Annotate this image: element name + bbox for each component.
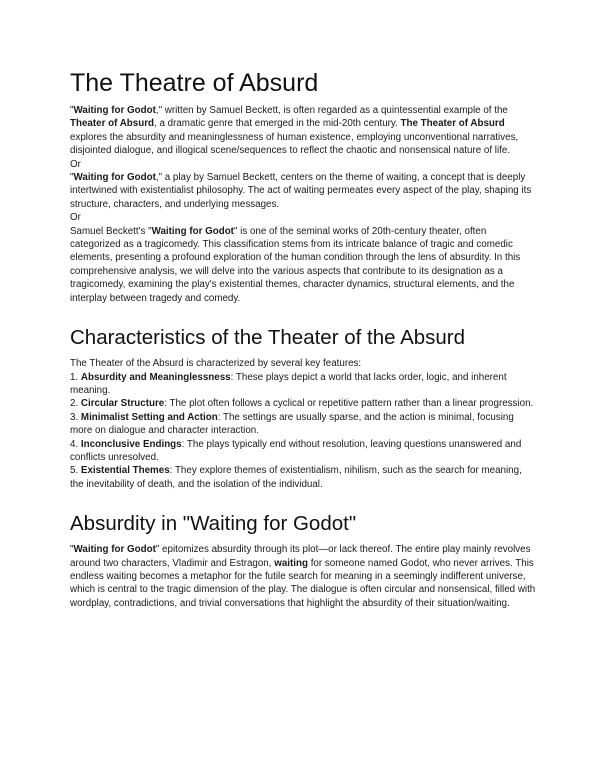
characteristic-item-3: 3. Minimalist Setting and Action: The settings are usually sparse, and the action is minimal, focusing more on dialogue and character interaction. xyxy=(70,411,514,437)
characteristics-lead: The Theater of the Absurd is characterized by several key features: xyxy=(70,358,362,370)
absurdity-section xyxy=(70,511,538,610)
characteristic-item-2: 2. Circular Structure: The plot often follows a cyclical or repetitive pattern rather than a linear progression. xyxy=(70,398,534,410)
intro-paragraph-3: Samuel Beckett's "Waiting for Godot" is one of the seminal works of 20th-century theater, often categorized as a tragicomedy. This classification stems from its intricate balance of tragic and comedic elements, presenting a profound exploration of the human condition through the lens of absurdity. In this comprehensive analysis, we will delve into the various aspects that contribute to its designation as a tragicomedy, examining the play's existential themes, character dynamics, structural elements, and the interplay between tragedy and comedy. xyxy=(70,225,521,304)
page-title: The Theatre of Absurd xyxy=(70,69,319,97)
characteristic-item-5: 5. Existential Themes: They explore themes of existentialism, nihilism, such as the search for meaning, the inevitability of death, and the isolation of the individual. xyxy=(70,465,522,490)
or-separator-1: Or xyxy=(70,158,81,170)
characteristic-item-1: 1. Absurdity and Meaninglessness: These plays depict a world that lacks order, logic, and inherent meaning. xyxy=(70,371,507,396)
intro-section xyxy=(70,104,538,305)
intro-paragraph-1: "Waiting for Godot," written by Samuel Beckett, is often regarded as a quintessential example of the Theater of Absurd, a dramatic genre that emerged in the mid-20th century. The Theater of Absurd explores the absurdity and meaninglessness of human existence, employing unconventional narratives, disjointed dialogue, and illogical scene/sequences to reflect the chaotic and nonsensical nature of life. xyxy=(70,105,519,157)
characteristics-section xyxy=(70,325,538,491)
characteristic-item-4: 4. Inconclusive Endings: The plays typically end without resolution, leaving questions unanswered and conflicts unresolved. xyxy=(70,438,522,463)
absurdity-paragraph: "Waiting for Godot" epitomizes absurdity through its plot—or lack thereof. The entire play mainly revolves around two characters, Vladimir and Estragon, waiting for someone named Godot, who never arrives. This endless waiting becomes a metaphor for the futile search for meaning in a seemingly indifferent universe, which is central to the tragic dimension of the play. The dialogue is often circular and nonsensical, filled with wordplay, contradictions, and trivial conversations that highlight the absurdity of their situation/waiting. xyxy=(70,544,536,609)
characteristics-heading: Characteristics of the Theater of the Absurd xyxy=(70,326,466,350)
intro-paragraph-2: "Waiting for Godot," a play by Samuel Beckett, centers on the theme of waiting, a concept that is deeply intertwined with existentialist philosophy. The act of waiting permeates every aspect of the play, shaping its structure, characters, and underlying messages. xyxy=(70,172,532,210)
or-separator-2: Or xyxy=(70,212,81,224)
absurdity-heading: Absurdity in "Waiting for Godot" xyxy=(70,512,357,536)
